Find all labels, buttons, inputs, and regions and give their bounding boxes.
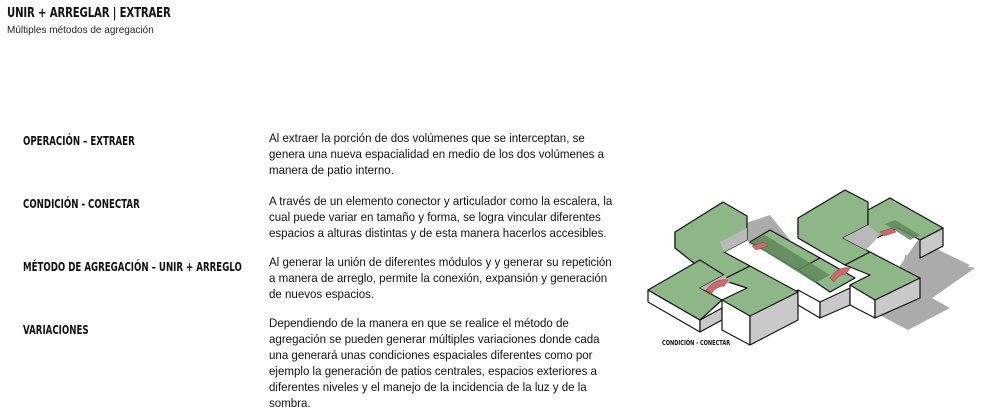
page-subtitle: Múltiples métodos de agregación [7, 25, 154, 36]
diagram-caption: CONDICIÓN - CONECTAR [662, 339, 731, 347]
section-label-variaciones: VARIACIONES [23, 323, 89, 337]
section-label-condicion: CONDICIÓN - CONECTAR [23, 197, 140, 211]
page-title: UNIR + ARREGLAR | EXTRAER [7, 6, 171, 21]
section-text-metodo: Al generar la unión de diferentes módulos y y generar su repetición a manera de arreglo, permite la conexión, expansión y generación de nuevos espacios. [269, 255, 612, 301]
isometric-diagram [640, 180, 980, 350]
section-text-operacion: Al extraer la porción de dos volúmenes que se interceptan, se genera una nueva espacialidad en medio de los dos volúmenes a manera de patio interno. [269, 131, 605, 177]
section-label-metodo: MÉTODO DE AGREGACIÓN – UNIR + ARREGLO [23, 260, 242, 274]
section-text-condicion: A través de un elemento conector y articulador como la escalera, la cual puede variar en tamaño y forma, se logra vincular diferentes espacios a alturas distintas y de esta manera hacerlos accesibles. [269, 194, 613, 240]
section-text-variaciones: Dependiendo de la manera en que se realice el método de agregación se pueden generar múltiples variaciones donde cada una generará unas condiciones espaciales diferentes como por ejemplo la generación de patios centrales, espacios exteriores a diferentes niveles y el manejo de la incidencia de la luz y de la sombra. [269, 316, 600, 410]
section-label-operacion: OPERACIÓN – EXTRAER [23, 134, 135, 148]
